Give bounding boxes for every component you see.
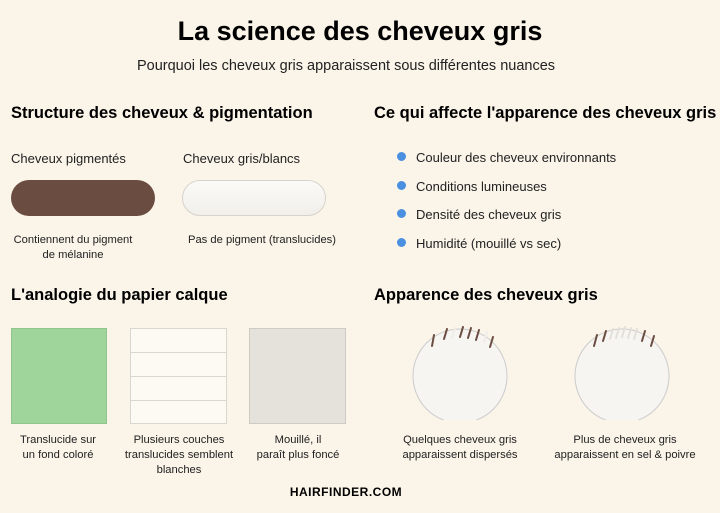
structure-heading: Structure des cheveux & pigmentation [11, 104, 313, 122]
caption-line: apparaissent dispersés [402, 449, 518, 461]
caption-line: apparaissent en sel & poivre [554, 449, 696, 461]
bullet-dot-icon [397, 238, 406, 247]
caption-line: Mouillé, il [274, 434, 322, 446]
caption-line: Plusieurs couches [133, 434, 225, 446]
caption-line: Translucide sur [19, 434, 97, 446]
factor-item [397, 207, 561, 222]
factors-heading: Ce qui affecte l'apparence des cheveux gris [374, 104, 717, 122]
salt-pepper-caption [545, 433, 705, 463]
gray-hair-caption: Pas de pigment (translucides) [188, 234, 336, 246]
layers-panel-caption [113, 433, 245, 478]
layer-divider [131, 352, 226, 353]
tracing-paper-layers-panel [130, 328, 227, 424]
bullet-dot-icon [397, 181, 406, 190]
layer-divider [131, 400, 226, 401]
factor-text: Densité des cheveux gris [416, 207, 562, 222]
caption-line: un fond coloré [22, 449, 94, 461]
factor-text: Couleur des cheveux environnants [416, 150, 617, 165]
bullet-dot-icon [397, 209, 406, 218]
layer-divider [131, 376, 226, 377]
pigmented-hair-strand [11, 180, 155, 216]
scattered-gray-illustration [412, 320, 512, 420]
scalp-scattered-icon [412, 320, 512, 420]
appearance-heading: Apparence des cheveux gris [374, 286, 598, 304]
gray-hair-strand [182, 180, 326, 216]
page-title: La science des cheveux gris [177, 16, 543, 46]
caption-line: de mélanine [42, 249, 104, 261]
tracing-paper-wet-panel [249, 328, 346, 424]
pigmented-hair-label: Cheveux pigmentés [11, 151, 126, 166]
factor-text: Conditions lumineuses [416, 179, 547, 194]
caption-line: Plus de cheveux gris [573, 434, 677, 446]
salt-pepper-illustration [574, 320, 674, 420]
page-subtitle: Pourquoi les cheveux gris apparaissent sous différentes nuances [136, 58, 556, 74]
caption-line: translucides semblent [124, 449, 234, 461]
factor-text: Humidité (mouillé vs sec) [416, 236, 562, 251]
pigmented-hair-caption [0, 233, 146, 263]
bullet-dot-icon [397, 152, 406, 161]
scattered-caption [392, 433, 528, 463]
scalp-salt-pepper-icon [574, 320, 674, 420]
factor-item [397, 236, 561, 251]
wet-panel-caption [243, 433, 353, 463]
caption-line: blanches [156, 464, 202, 476]
caption-line: paraît plus foncé [256, 449, 340, 461]
factor-item [397, 179, 547, 194]
tracing-paper-colored-panel [11, 328, 107, 424]
caption-line: Quelques cheveux gris [403, 434, 517, 446]
analogy-heading: L'analogie du papier calque [11, 286, 228, 304]
colored-panel-caption [3, 433, 113, 463]
caption-line: Contiennent du pigment [13, 234, 133, 246]
gray-hair-label: Cheveux gris/blancs [183, 151, 301, 166]
site-brand: HAIRFINDER.COM [289, 485, 403, 499]
factor-item [397, 150, 616, 165]
